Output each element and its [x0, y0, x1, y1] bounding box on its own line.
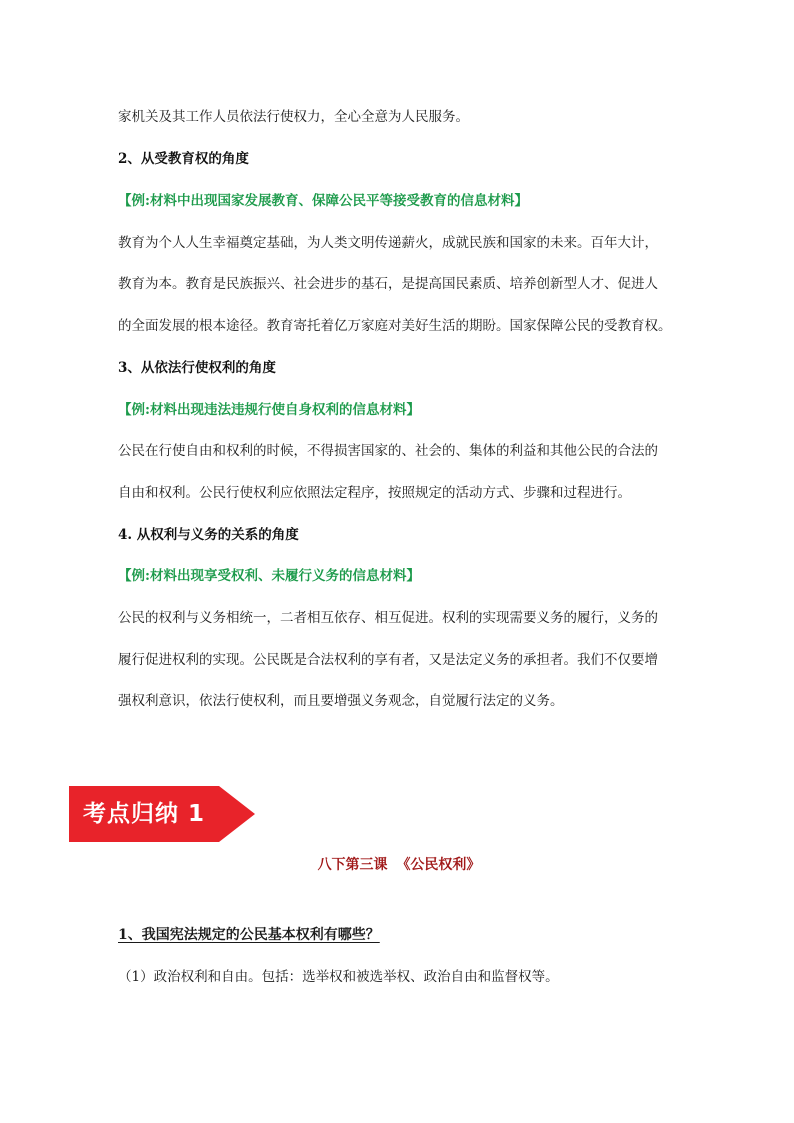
body-line: 公民的权利与义务相统一，二者相互依存、相互促进。权利的实现需要义务的履行，义务的: [118, 610, 658, 626]
question-heading: 1、我国宪法规定的公民基本权利有哪些？: [118, 927, 380, 943]
body-line: 教育为个人人生幸福奠定基础，为人类文明传递薪火，成就民族和国家的未来。百年大计，: [118, 235, 658, 251]
body-line: 自由和权利。公民行使权利应依照法定程序，按照规定的活动方式、步骤和过程进行。: [118, 485, 631, 501]
body-line: 公民在行使自由和权利的时候，不得损害国家的、社会的、集体的利益和其他公民的合法的: [118, 443, 658, 459]
body-line: 强权利意识，依法行使权利，而且要增强义务观念，自觉履行法定的义务。: [118, 693, 564, 709]
body-line: 履行促进权利的实现。公民既是合法权利的享有者，又是法定义务的承担者。我们不仅要增: [118, 652, 658, 668]
example-note-education: 【例:材料中出现国家发展教育、保障公民平等接受教育的信息材料】: [118, 193, 528, 209]
example-note-exercise-rights: 【例:材料出现违法违规行使自身权利的信息材料】: [118, 402, 420, 418]
example-note-rights-duties: 【例:材料出现享受权利、未履行义务的信息材料】: [118, 568, 420, 584]
body-line: 教育为本。教育是民族振兴、社会进步的基石，是提高国民素质、培养创新型人才、促进人: [118, 276, 658, 292]
lesson-name: 《公民权利》: [396, 857, 481, 873]
question-item: （1）政治权利和自由。包括：选举权和被选举权、政治自由和监督权等。: [118, 969, 559, 985]
banner-label: 考点归纳 1: [83, 801, 206, 827]
key-points-banner: [69, 786, 255, 842]
section-heading-exercise-rights: 3、从依法行使权利的角度: [118, 360, 276, 376]
lesson-title: [0, 855, 794, 875]
section-heading-education: 2、从受教育权的角度: [118, 151, 249, 167]
body-line: 的全面发展的根本途径。教育寄托着亿万家庭对美好生活的期盼。国家保障公民的受教育权。: [118, 318, 672, 334]
section-heading-rights-duties: 4. 从权利与义务的关系的角度: [118, 527, 299, 543]
intro-tail-text: 家机关及其工作人员依法行使权力，全心全意为人民服务。: [118, 109, 469, 125]
lesson-number: 八下第三课: [317, 857, 388, 873]
